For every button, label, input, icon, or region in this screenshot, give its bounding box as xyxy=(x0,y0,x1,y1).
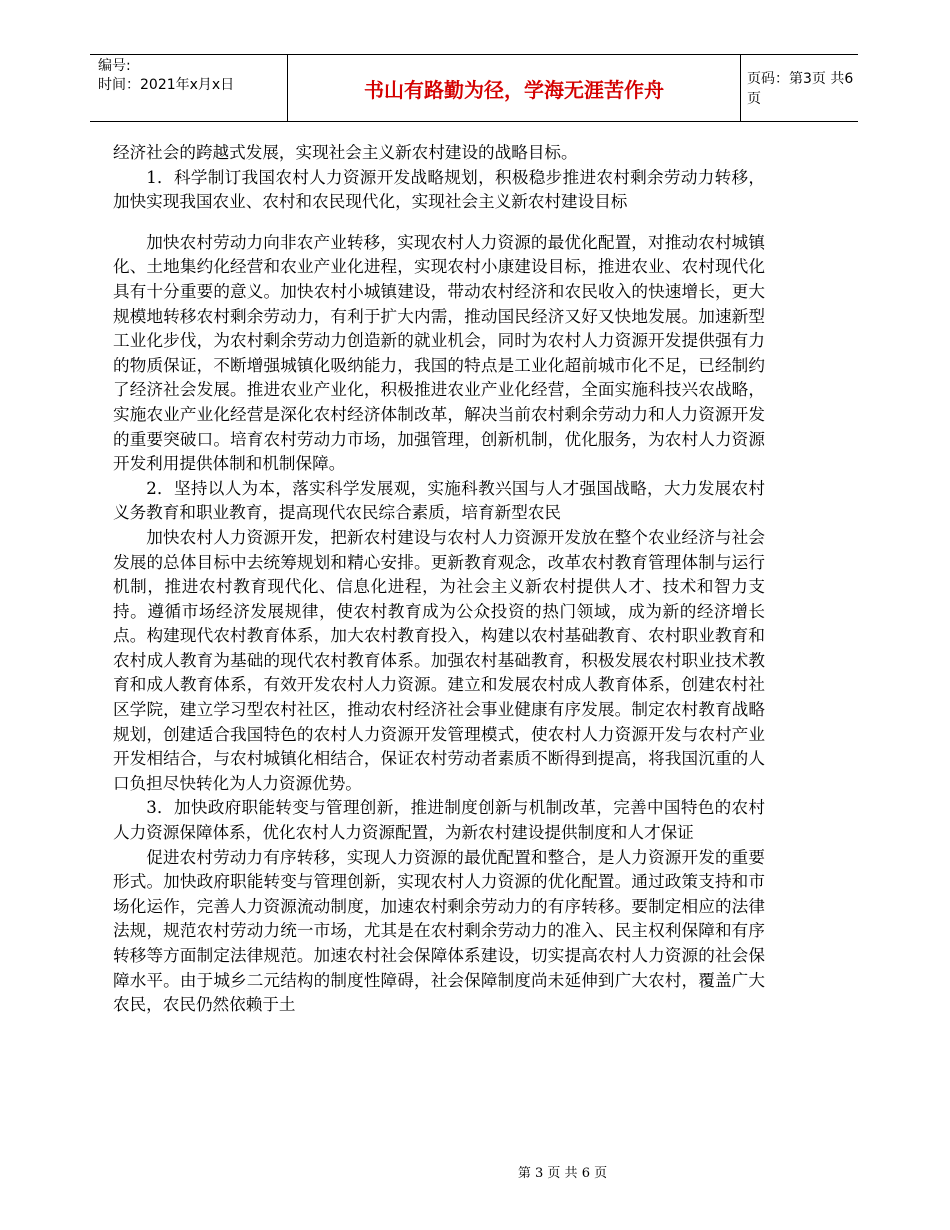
page-header xyxy=(90,54,858,122)
section-heading-3: 3．加快政府职能转变与管理创新，推进制度创新与机制改革，完善中国特色的农村人力资源保障体系，优化农村人力资源配置，为新农村建设提供制度和人才保证 xyxy=(113,798,765,843)
body-paragraph: 经济社会的跨越式发展，实现社会主义新农村建设的战略目标。 xyxy=(113,143,578,162)
document-time-label: 时间：2021年x月x日 xyxy=(98,77,235,93)
body-paragraph: 促进农村劳动力有序转移，实现人力资源的最优配置和整合，是人力资源开发的重要形式。加快政府职能转变与管理创新，实现农村人力资源的优化配置。通过政策支持和市场化运作，完善人力资源流动制度，加速农村剩余劳动力的有序转移。要制定相应的法律法规，规范农村劳动力统一市场，尤其是在农村剩余劳动力的准入、民主权利保障和有序转移等方面制定法律规范。加速农村社会保障体系建设，切实提高农村人力资源的社会保障水平。由于城乡二元结构的制度性障碍，社会保障制度尚未延伸到广大农村，覆盖广大农民，农民仍然依赖于土 xyxy=(113,847,765,1015)
page-footer xyxy=(0,1162,950,1181)
document-body xyxy=(113,141,765,1018)
section-heading-2: 2．坚持以人为本，落实科学发展观，实施科教兴国与人才强国战略，大力发展农村义务教育和职业教育，提高现代农民综合素质，培育新型农民 xyxy=(113,478,765,523)
document-number-label: 编号: xyxy=(98,58,131,74)
header-motto: 书山有路勤为径，学海无涯苦作舟 xyxy=(287,55,741,121)
body-paragraph: 加快农村人力资源开发，把新农村建设与农村人力资源开发放在整个农业经济与社会发展的总体目标中去统筹规划和精心安排。更新教育观念，改革农村教育管理体制与运行机制，推进农村教育现代化、信息化进程，为社会主义新农村提供人才、技术和智力支持。遵循市场经济发展规律，使农村教育成为公众投资的热门领域，成为新的经济增长点。构建现代农村教育体系，加大农村教育投入，构建以农村基础教育、农村职业教育和农村成人教育为基础的现代农村教育体系。加强农村基础教育，积极发展农村职业技术教育和成人教育体系，有效开发农村人力资源。建立和发展农村成人教育体系，创建农村社区学院，建立学习型农村社区，推动农村经济社会事业健康有序发展。制定农村教育战略规划，创建适合我国特色的农村人力资源开发管理模式，使农村人力资源开发与农村产业开发相结合，与农村城镇化相结合，保证农村劳动者素质不断得到提高，将我国沉重的人口负担尽快转化为人力资源优势。 xyxy=(113,527,765,793)
body-paragraph: 加快农村劳动力向非农产业转移，实现农村人力资源的最优化配置，对推动农村城镇化、土地集约化经营和农业产业化进程，实现农村小康建设目标，推进农业、农村现代化具有十分重要的意义。加快农村小城镇建设，带动农村经济和农民收入的快速增长，更大规模地转移农村剩余劳动力，有利于扩大内需，推动国民经济又好又快地发展。加速新型工业化步伐，为农村剩余劳动力创造新的就业机会，同时为农村人力资源开发提供强有力的物质保证，不断增强城镇化吸纳能力，我国的特点是工业化超前城市化不足，已经制约了经济社会发展。推进农业产业化，积极推进农业产业化经营，全面实施科技兴农战略，实施农业产业化经营是深化农村经济体制改革，解决当前农村剩余劳动力和人力资源开发的重要突破口。培育农村劳动力市场，加强管理，创新机制，优化服务，为农村人力资源开发利用提供体制和机制保障。 xyxy=(113,232,765,474)
section-heading-1: 1．科学制订我国农村人力资源开发战略规划，积极稳步推进农村剩余劳动力转移，加快实现我国农业、农村和农民现代化，实现社会主义新农村建设目标 xyxy=(113,167,765,212)
footer-page-number: 第 3 页 共 6 页 xyxy=(517,1166,608,1181)
header-meta xyxy=(98,57,288,95)
header-page-info: 页码：第3页 共6页 xyxy=(747,71,854,107)
